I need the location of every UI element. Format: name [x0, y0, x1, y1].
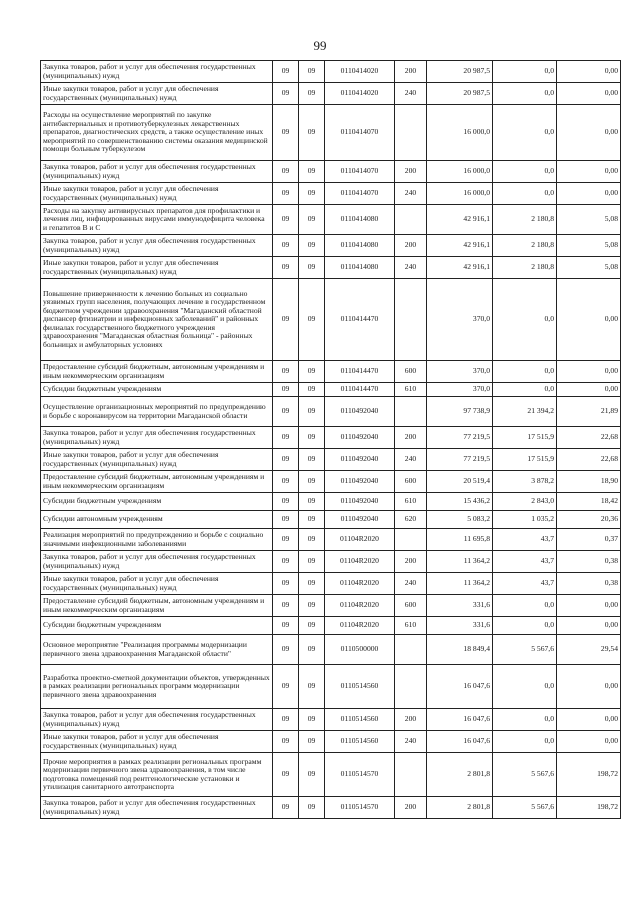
row-vr: 600 [395, 595, 427, 617]
table-row [41, 635, 621, 665]
row-percent: 0,38 [557, 573, 621, 595]
row-amount-plan: 42 916,1 [427, 205, 493, 235]
row-csr: 0110514570 [325, 753, 395, 797]
row-amount-plan: 16 047,6 [427, 665, 493, 709]
row-amount-plan: 331,6 [427, 617, 493, 635]
row-name: Предоставление субсидий бюджетным, автономным учреждениям и иным некоммерческим организациям [41, 361, 273, 383]
row-amount-executed: 2 843,0 [493, 493, 557, 511]
row-csr: 0110492040 [325, 427, 395, 449]
row-amount-executed: 0,0 [493, 361, 557, 383]
row-amount-executed: 43,7 [493, 573, 557, 595]
row-amount-executed: 17 515,9 [493, 449, 557, 471]
row-csr: 0110414080 [325, 235, 395, 257]
table-row [41, 361, 621, 383]
row-percent: 29,54 [557, 635, 621, 665]
row-csr: 0110514560 [325, 665, 395, 709]
row-vr [395, 635, 427, 665]
row-vr: 600 [395, 361, 427, 383]
row-vr [395, 529, 427, 551]
row-vr: 240 [395, 257, 427, 279]
table-row [41, 61, 621, 83]
row-vr: 240 [395, 731, 427, 753]
row-percent: 0,38 [557, 551, 621, 573]
table-row [41, 493, 621, 511]
row-section: 09 [273, 493, 299, 511]
row-name: Закупка товаров, работ и услуг для обеспечения государственных (муниципальных) нужд [41, 161, 273, 183]
row-csr: 01104R2020 [325, 617, 395, 635]
row-vr [395, 105, 427, 161]
table-row [41, 665, 621, 709]
row-amount-plan: 42 916,1 [427, 235, 493, 257]
row-subsection: 09 [299, 731, 325, 753]
row-vr: 240 [395, 83, 427, 105]
row-amount-executed: 0,0 [493, 183, 557, 205]
row-name: Закупка товаров, работ и услуг для обеспечения государственных (муниципальных) нужд [41, 235, 273, 257]
row-percent: 0,00 [557, 665, 621, 709]
row-vr: 610 [395, 493, 427, 511]
row-section: 09 [273, 635, 299, 665]
row-percent: 5,08 [557, 235, 621, 257]
row-percent: 0,00 [557, 595, 621, 617]
row-amount-plan: 16 000,0 [427, 105, 493, 161]
row-vr: 200 [395, 797, 427, 819]
row-amount-plan: 370,0 [427, 383, 493, 397]
row-subsection: 09 [299, 511, 325, 529]
row-subsection: 09 [299, 493, 325, 511]
row-name: Закупка товаров, работ и услуг для обеспечения государственных (муниципальных) нужд [41, 427, 273, 449]
row-vr: 240 [395, 183, 427, 205]
row-section: 09 [273, 161, 299, 183]
row-csr: 0110414070 [325, 161, 395, 183]
row-section: 09 [273, 449, 299, 471]
row-name: Расходы на осуществление мероприятий по закупке антибактериальных и противотуберкулезных лекарственных препаратов, диагностических средств, а также осуществление иных мероприятий по совершенствованию системы оказания медицинской помощи больным туберкулезом [41, 105, 273, 161]
row-amount-executed: 0,0 [493, 61, 557, 83]
row-csr: 0110414470 [325, 361, 395, 383]
row-subsection: 09 [299, 279, 325, 361]
row-vr: 200 [395, 235, 427, 257]
table-row [41, 183, 621, 205]
row-amount-plan: 16 047,6 [427, 709, 493, 731]
row-subsection: 09 [299, 529, 325, 551]
row-name: Иные закупки товаров, работ и услуг для обеспечения государственных (муниципальных) нужд [41, 257, 273, 279]
row-amount-executed: 0,0 [493, 83, 557, 105]
row-csr: 0110492040 [325, 511, 395, 529]
table-row [41, 573, 621, 595]
row-subsection: 09 [299, 183, 325, 205]
row-name: Закупка товаров, работ и услуг для обеспечения государственных (муниципальных) нужд [41, 797, 273, 819]
table-row [41, 397, 621, 427]
row-amount-plan: 370,0 [427, 361, 493, 383]
page-number: 99 [313, 38, 327, 53]
row-amount-plan: 16 047,6 [427, 731, 493, 753]
row-csr: 0110514570 [325, 797, 395, 819]
row-csr: 0110414020 [325, 83, 395, 105]
table-row [41, 427, 621, 449]
row-csr: 01104R2020 [325, 529, 395, 551]
row-csr: 0110492040 [325, 397, 395, 427]
row-vr: 610 [395, 383, 427, 397]
row-section: 09 [273, 257, 299, 279]
table-row [41, 257, 621, 279]
row-amount-plan: 42 916,1 [427, 257, 493, 279]
row-name: Повышение приверженности к лечению больных из социально уязвимых групп населения, получающих лечение в государственном бюджетном учреждении здравоохранения "Магаданский областной диспансер фтизиатрии и инфекционных заболеваний" и районных филиалах государственного бюджетного учреждения здравоохранения "Магаданская областная больница" - районных больницах и амбулаторных условиях [41, 279, 273, 361]
row-amount-plan: 16 000,0 [427, 161, 493, 183]
row-name: Субсидии бюджетным учреждениям [41, 617, 273, 635]
row-name: Закупка товаров, работ и услуг для обеспечения государственных (муниципальных) нужд [41, 551, 273, 573]
row-subsection: 09 [299, 257, 325, 279]
row-subsection: 09 [299, 635, 325, 665]
row-name: Закупка товаров, работ и услуг для обеспечения государственных (муниципальных) нужд [41, 709, 273, 731]
row-name: Реализация мероприятий по предупреждению и борьбе с социально значимыми инфекционными заболеваниями [41, 529, 273, 551]
row-subsection: 09 [299, 551, 325, 573]
row-name: Основное мероприятие "Реализация программы модернизации первичного звена здравоохранения Магаданской области" [41, 635, 273, 665]
row-section: 09 [273, 709, 299, 731]
row-vr: 620 [395, 511, 427, 529]
row-amount-executed: 0,0 [493, 279, 557, 361]
row-amount-plan: 5 083,2 [427, 511, 493, 529]
row-subsection: 09 [299, 573, 325, 595]
row-name: Субсидии бюджетным учреждениям [41, 383, 273, 397]
row-amount-executed: 0,0 [493, 383, 557, 397]
row-vr: 200 [395, 709, 427, 731]
row-subsection: 09 [299, 205, 325, 235]
row-section: 09 [273, 235, 299, 257]
row-subsection: 09 [299, 797, 325, 819]
table-row [41, 105, 621, 161]
row-amount-plan: 16 000,0 [427, 183, 493, 205]
row-subsection: 09 [299, 449, 325, 471]
row-subsection: 09 [299, 105, 325, 161]
row-vr [395, 397, 427, 427]
row-amount-plan: 11 364,2 [427, 551, 493, 573]
row-csr: 0110414070 [325, 183, 395, 205]
row-name: Разработка проектно-сметной документации объектов, утвержденных в рамках реализации региональных программ модернизации первичного звена здравоохранения [41, 665, 273, 709]
row-amount-plan: 77 219,5 [427, 449, 493, 471]
row-vr [395, 753, 427, 797]
row-csr: 0110414080 [325, 257, 395, 279]
row-amount-executed: 2 180,8 [493, 257, 557, 279]
table-row [41, 449, 621, 471]
row-amount-plan: 2 801,8 [427, 753, 493, 797]
row-csr: 0110492040 [325, 471, 395, 493]
row-amount-executed: 0,0 [493, 161, 557, 183]
row-name: Предоставление субсидий бюджетным, автономным учреждениям и иным некоммерческим организациям [41, 595, 273, 617]
row-percent: 0,00 [557, 61, 621, 83]
budget-table [40, 60, 621, 819]
table-row [41, 797, 621, 819]
row-csr: 0110414470 [325, 383, 395, 397]
row-section: 09 [273, 753, 299, 797]
row-name: Прочие мероприятия в рамках реализации региональных программ модернизации первичного звена здравоохранения, в том числе подготовка помещений под рентгенологические установки и утилизация санитарного автотранспорта [41, 753, 273, 797]
table-row [41, 205, 621, 235]
table-row [41, 709, 621, 731]
row-percent: 0,00 [557, 183, 621, 205]
row-percent: 22,68 [557, 449, 621, 471]
row-subsection: 09 [299, 383, 325, 397]
row-amount-executed: 1 035,2 [493, 511, 557, 529]
table-row [41, 279, 621, 361]
row-name: Расходы на закупку антивирусных препаратов для профилактики и лечения лиц, инфицированных вирусами иммунодефицита человека и гепатитов В и С [41, 205, 273, 235]
row-section: 09 [273, 105, 299, 161]
row-section: 09 [273, 397, 299, 427]
row-percent: 0,00 [557, 617, 621, 635]
row-subsection: 09 [299, 361, 325, 383]
row-subsection: 09 [299, 235, 325, 257]
row-percent: 5,08 [557, 205, 621, 235]
row-percent: 198,72 [557, 753, 621, 797]
table-row [41, 161, 621, 183]
row-subsection: 09 [299, 665, 325, 709]
table-row [41, 235, 621, 257]
row-section: 09 [273, 665, 299, 709]
row-percent: 0,00 [557, 105, 621, 161]
row-subsection: 09 [299, 471, 325, 493]
row-percent: 0,00 [557, 279, 621, 361]
row-amount-plan: 11 364,2 [427, 573, 493, 595]
row-csr: 01104R2020 [325, 595, 395, 617]
row-csr: 0110514560 [325, 709, 395, 731]
row-amount-executed: 3 878,2 [493, 471, 557, 493]
row-name: Иные закупки товаров, работ и услуг для обеспечения государственных (муниципальных) нужд [41, 731, 273, 753]
row-percent: 5,08 [557, 257, 621, 279]
row-vr: 240 [395, 573, 427, 595]
row-name: Субсидии бюджетным учреждениям [41, 493, 273, 511]
row-subsection: 09 [299, 617, 325, 635]
row-vr: 200 [395, 61, 427, 83]
row-amount-executed: 2 180,8 [493, 205, 557, 235]
row-vr: 200 [395, 551, 427, 573]
row-amount-plan: 20 987,5 [427, 61, 493, 83]
row-amount-executed: 0,0 [493, 665, 557, 709]
row-percent: 0,00 [557, 361, 621, 383]
row-section: 09 [273, 529, 299, 551]
table-row [41, 551, 621, 573]
row-section: 09 [273, 551, 299, 573]
row-csr: 0110414470 [325, 279, 395, 361]
row-csr: 0110414020 [325, 61, 395, 83]
row-amount-plan: 77 219,5 [427, 427, 493, 449]
row-csr: 0110500000 [325, 635, 395, 665]
row-amount-plan: 2 801,8 [427, 797, 493, 819]
row-csr: 01104R2020 [325, 551, 395, 573]
row-subsection: 09 [299, 397, 325, 427]
row-subsection: 09 [299, 61, 325, 83]
row-csr: 01104R2020 [325, 573, 395, 595]
row-csr: 0110492040 [325, 493, 395, 511]
row-section: 09 [273, 61, 299, 83]
row-section: 09 [273, 83, 299, 105]
row-amount-executed: 0,0 [493, 105, 557, 161]
row-amount-executed: 5 567,6 [493, 797, 557, 819]
row-section: 09 [273, 595, 299, 617]
row-name: Иные закупки товаров, работ и услуг для обеспечения государственных (муниципальных) нужд [41, 573, 273, 595]
row-percent: 0,00 [557, 161, 621, 183]
row-section: 09 [273, 361, 299, 383]
row-amount-plan: 15 436,2 [427, 493, 493, 511]
row-csr: 0110492040 [325, 449, 395, 471]
row-vr: 610 [395, 617, 427, 635]
row-vr: 600 [395, 471, 427, 493]
row-section: 09 [273, 573, 299, 595]
row-percent: 0,00 [557, 709, 621, 731]
row-amount-executed: 0,0 [493, 709, 557, 731]
table-row [41, 83, 621, 105]
row-name: Иные закупки товаров, работ и услуг для обеспечения государственных (муниципальных) нужд [41, 449, 273, 471]
row-section: 09 [273, 279, 299, 361]
row-section: 09 [273, 797, 299, 819]
row-percent: 0,00 [557, 83, 621, 105]
row-amount-executed: 5 567,6 [493, 635, 557, 665]
row-amount-plan: 11 695,8 [427, 529, 493, 551]
row-subsection: 09 [299, 83, 325, 105]
row-csr: 0110414080 [325, 205, 395, 235]
row-section: 09 [273, 731, 299, 753]
row-section: 09 [273, 511, 299, 529]
row-subsection: 09 [299, 753, 325, 797]
table-row [41, 383, 621, 397]
row-section: 09 [273, 427, 299, 449]
row-name: Предоставление субсидий бюджетным, автономным учреждениям и иным некоммерческим организациям [41, 471, 273, 493]
row-amount-plan: 20 519,4 [427, 471, 493, 493]
row-name: Иные закупки товаров, работ и услуг для обеспечения государственных (муниципальных) нужд [41, 83, 273, 105]
row-section: 09 [273, 471, 299, 493]
row-percent: 0,00 [557, 383, 621, 397]
row-vr [395, 279, 427, 361]
row-csr: 0110514560 [325, 731, 395, 753]
row-amount-executed: 0,0 [493, 731, 557, 753]
row-vr: 240 [395, 449, 427, 471]
row-section: 09 [273, 383, 299, 397]
row-percent: 18,90 [557, 471, 621, 493]
row-percent: 21,89 [557, 397, 621, 427]
row-percent: 22,68 [557, 427, 621, 449]
row-section: 09 [273, 617, 299, 635]
row-amount-plan: 20 987,5 [427, 83, 493, 105]
row-percent: 198,72 [557, 797, 621, 819]
row-name: Осуществление организационных мероприятий по предупреждению и борьбе с коронавирусом на территории Магаданской области [41, 397, 273, 427]
row-vr: 200 [395, 427, 427, 449]
row-amount-executed: 17 515,9 [493, 427, 557, 449]
row-amount-plan: 97 738,9 [427, 397, 493, 427]
row-csr: 0110414070 [325, 105, 395, 161]
table-row [41, 617, 621, 635]
row-name: Иные закупки товаров, работ и услуг для обеспечения государственных (муниципальных) нужд [41, 183, 273, 205]
row-percent: 18,42 [557, 493, 621, 511]
row-subsection: 09 [299, 161, 325, 183]
row-amount-executed: 43,7 [493, 551, 557, 573]
row-vr: 200 [395, 161, 427, 183]
row-percent: 0,37 [557, 529, 621, 551]
row-percent: 0,00 [557, 731, 621, 753]
row-name: Субсидии автономным учреждениям [41, 511, 273, 529]
table-row [41, 753, 621, 797]
row-amount-executed: 2 180,8 [493, 235, 557, 257]
row-subsection: 09 [299, 427, 325, 449]
table-row [41, 731, 621, 753]
row-section: 09 [273, 183, 299, 205]
row-percent: 20,36 [557, 511, 621, 529]
row-amount-plan: 370,0 [427, 279, 493, 361]
row-amount-executed: 43,7 [493, 529, 557, 551]
row-subsection: 09 [299, 595, 325, 617]
row-amount-executed: 0,0 [493, 617, 557, 635]
row-amount-plan: 331,6 [427, 595, 493, 617]
row-name: Закупка товаров, работ и услуг для обеспечения государственных (муниципальных) нужд [41, 61, 273, 83]
row-amount-plan: 18 849,4 [427, 635, 493, 665]
row-vr [395, 205, 427, 235]
table-row [41, 529, 621, 551]
row-section: 09 [273, 205, 299, 235]
row-subsection: 09 [299, 709, 325, 731]
table-row [41, 595, 621, 617]
row-amount-executed: 21 394,2 [493, 397, 557, 427]
table-row [41, 471, 621, 493]
row-vr [395, 665, 427, 709]
table-row [41, 511, 621, 529]
row-amount-executed: 5 567,6 [493, 753, 557, 797]
row-amount-executed: 0,0 [493, 595, 557, 617]
